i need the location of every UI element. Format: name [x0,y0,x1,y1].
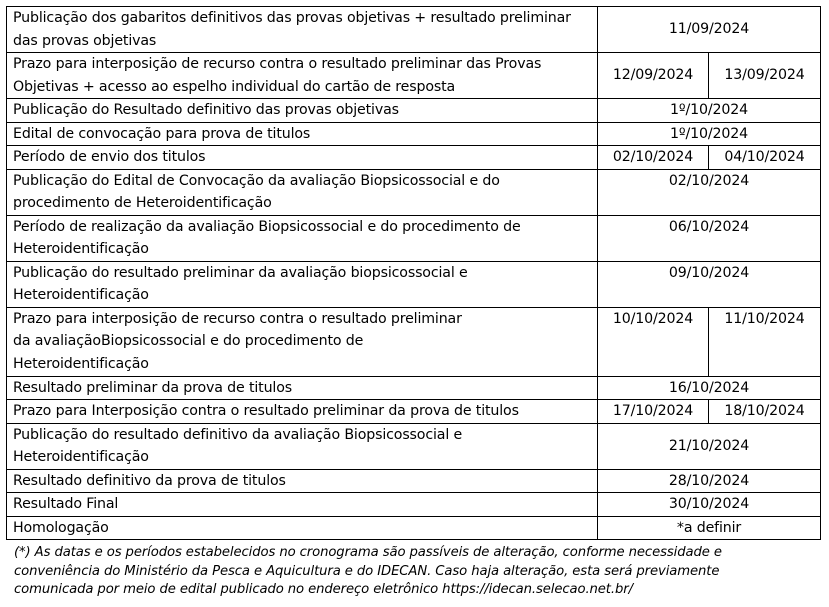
table-row [7,469,821,493]
activity-cell: Período de envio dos titulos [7,146,598,170]
table-row [7,53,821,99]
table-row [7,493,821,517]
table-row [7,99,821,123]
start-date-cell: 02/10/2024 [598,146,709,170]
date-cell: 02/10/2024 [598,169,821,215]
activity-cell: Resultado Final [7,493,598,517]
date-cell: 09/10/2024 [598,261,821,307]
activity-cell: Edital de convocação para prova de titulos [7,122,598,146]
date-cell: 06/10/2024 [598,215,821,261]
table-row [7,307,821,376]
activity-cell: Publicação do resultado definitivo da avaliação Biopsicossocial e Heteroidentificação [7,423,598,469]
activity-cell: Publicação do Resultado definitivo das provas objetivas [7,99,598,123]
activity-cell: Prazo para interposição de recurso contra o resultado preliminar das Provas Objetivas + acesso ao espelho individual do cartão de resposta [7,53,598,99]
table-row [7,122,821,146]
activity-cell: Publicação dos gabaritos definitivos das provas objetivas + resultado preliminar das provas objetivas [7,7,598,53]
table-row [7,215,821,261]
activity-line: da avaliaçãoBiopsicossocial e do procedimento de [13,333,364,349]
footnote-line: conveniência do Ministério da Pesca e Aquicultura e do IDECAN. Caso haja alteração, esta será previamente [14,563,720,579]
end-date-cell: 13/09/2024 [709,53,821,99]
table-row [7,7,821,53]
start-date-cell: 12/09/2024 [598,53,709,99]
activity-cell: Resultado definitivo da prova de titulos [7,469,598,493]
activity-line: Heteroidentificação [13,355,149,372]
activity-cell: Período de realização da avaliação Biopsicossocial e do procedimento de Heteroidentificação [7,215,598,261]
activity-cell [7,307,598,376]
table-row [7,261,821,307]
date-cell: 21/10/2024 [598,423,821,469]
activity-cell: Resultado preliminar da prova de titulos [7,376,598,400]
date-cell: 1º/10/2024 [598,99,821,123]
table-row [7,169,821,215]
end-date-cell: 04/10/2024 [709,146,821,170]
start-date-cell: 17/10/2024 [598,400,709,424]
activity-cell: Homologação [7,516,598,540]
table-row [7,146,821,170]
end-date-cell: 18/10/2024 [709,400,821,424]
table-row [7,400,821,424]
schedule-table [6,6,821,540]
activity-line: Prazo para interposição de recurso contra o resultado preliminar [13,310,462,327]
date-cell: 1º/10/2024 [598,122,821,146]
footnote [14,544,809,600]
activity-cell: Prazo para Interposição contra o resultado preliminar da prova de titulos [7,400,598,424]
table-row [7,423,821,469]
activity-cell: Publicação do Edital de Convocação da avaliação Biopsicossocial e do procedimento de Heteroidentificação [7,169,598,215]
date-cell: 30/10/2024 [598,493,821,517]
activity-cell: Publicação do resultado preliminar da avaliação biopsicossocial e Heteroidentificação [7,261,598,307]
footnote-line: comunicada por meio de edital publicado no endereço eletrônico https://idecan.selecao.net.br/ [14,582,633,597]
date-cell: 28/10/2024 [598,469,821,493]
footnote-line: (*) As datas e os períodos estabelecidos no cronograma são passíveis de alteração, conforme necessidade e [14,545,722,560]
date-cell: *a definir [598,516,821,540]
date-cell: 11/09/2024 [598,7,821,53]
date-cell: 16/10/2024 [598,376,821,400]
end-date-cell: 11/10/2024 [709,307,821,376]
table-row [7,376,821,400]
table-row [7,516,821,540]
start-date-cell: 10/10/2024 [598,307,709,376]
